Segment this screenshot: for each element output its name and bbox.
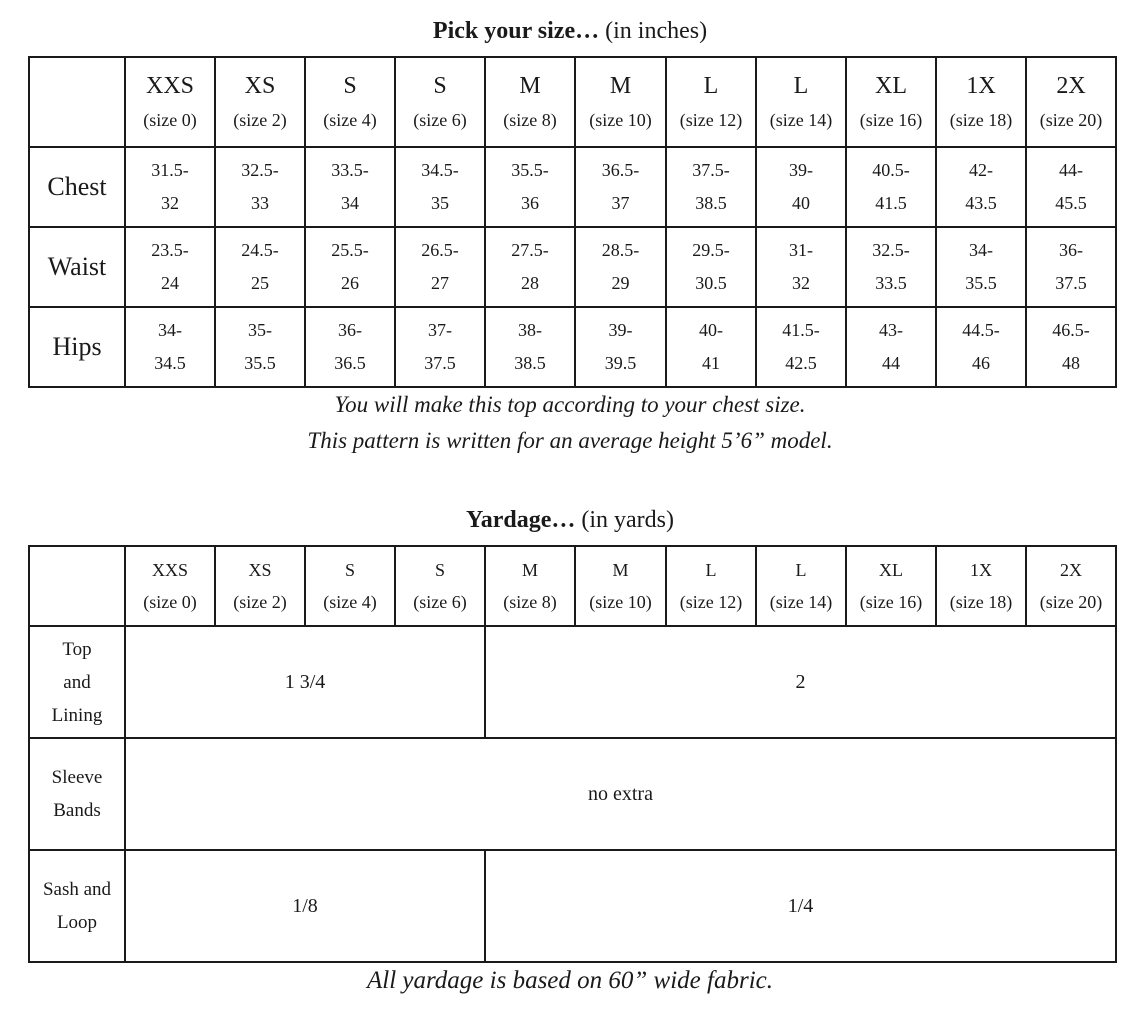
size-number: (size 12) [679, 592, 743, 612]
size-column-header [936, 57, 1026, 147]
yardage-column-header [215, 546, 305, 626]
measurement-cell [666, 147, 756, 227]
measurement-value-line: 28.5- [601, 240, 640, 260]
measurement-cell [936, 307, 1026, 387]
top-lining-small-sizes: 1 3/4 [125, 626, 485, 738]
size-letter: 1X [966, 73, 996, 99]
measurement-cell [485, 227, 575, 307]
measurement-value-line: 40.5- [872, 160, 910, 180]
size-number: (size 14) [769, 592, 833, 612]
measurement-value-line: 29.5- [692, 240, 730, 260]
size-letter: XXS [151, 560, 188, 580]
measurement-value-line: 48 [1062, 353, 1080, 373]
size-column-header [846, 57, 936, 147]
top-lining-large-sizes: 2 [485, 626, 1116, 738]
measurement-value-line: 44- [1059, 160, 1083, 180]
size-column-header [756, 57, 846, 147]
measurement-value-line: 25 [251, 273, 269, 293]
size-column-header [485, 57, 575, 147]
yardage-header-row [29, 546, 1116, 626]
yardage-table [28, 545, 1117, 963]
measurement-value-line: 37 [611, 193, 630, 213]
measurement-value-line: 33.5 [875, 273, 907, 293]
measurement-cell [666, 227, 756, 307]
measurement-cell [846, 307, 936, 387]
size-letter: M [609, 73, 632, 99]
measurement-value-line: 31.5- [151, 160, 189, 180]
measurement-value-line: 44 [882, 353, 900, 373]
top-lining-label-line: Top [62, 638, 92, 660]
sash-loop-row [29, 850, 1116, 962]
size-chart-title-bold: Pick your size… [432, 18, 600, 44]
yardage-column-header [395, 546, 485, 626]
sash-loop-large-sizes: 1/4 [485, 850, 1116, 962]
measurement-value-line: 34- [158, 320, 182, 340]
measurement-value-line: 43.5 [965, 193, 997, 213]
size-letter: XXS [145, 73, 194, 99]
top-lining-row [29, 626, 1116, 738]
measurement-value-line: 34.5- [421, 160, 459, 180]
measurement-cell [1026, 227, 1116, 307]
measurement-cell [756, 227, 846, 307]
size-column-header [215, 57, 305, 147]
size-letter: L [705, 560, 717, 580]
yardage-title-bold: Yardage… [466, 507, 576, 533]
size-number: (size 4) [323, 592, 377, 612]
measurement-cell [305, 227, 395, 307]
top-lining-label-line: and [63, 671, 91, 693]
measurement-cell [125, 307, 215, 387]
sash-loop-label [29, 850, 125, 962]
measurement-value-line: 24 [161, 273, 179, 293]
size-number: (size 8) [503, 110, 557, 130]
size-letter: M [612, 560, 629, 580]
size-number: (size 6) [413, 110, 467, 130]
measurement-label: Waist [29, 227, 125, 307]
measurement-value-line: 35.5 [965, 273, 997, 293]
measurement-value-line: 42- [969, 160, 993, 180]
measurement-value-line: 32 [792, 273, 810, 293]
size-number: (size 20) [1039, 592, 1103, 612]
measurement-value-line: 31- [789, 240, 813, 260]
size-number: (size 20) [1039, 110, 1103, 130]
size-letter: XS [248, 560, 272, 580]
size-chart-table [28, 56, 1117, 388]
yardage-column-header [125, 546, 215, 626]
measurement-cell [215, 307, 305, 387]
measurement-value-line: 32 [161, 193, 179, 213]
measurement-value-line: 36- [338, 320, 362, 340]
size-column-header [125, 57, 215, 147]
measurement-cell [485, 147, 575, 227]
measurement-cell [846, 227, 936, 307]
sash-loop-label-line: Loop [56, 912, 98, 933]
measurement-cell [756, 307, 846, 387]
size-number: (size 2) [233, 110, 287, 130]
size-chart-title-unit: (in inches) [599, 18, 708, 44]
size-column-header [575, 57, 666, 147]
measurement-cell [215, 147, 305, 227]
measurement-value-line: 46.5- [1052, 320, 1090, 340]
yardage-column-header [666, 546, 756, 626]
measurement-value-line: 34- [969, 240, 993, 260]
corner-cell [29, 546, 125, 626]
yardage-column-header [1026, 546, 1116, 626]
size-number: (size 18) [949, 110, 1013, 130]
sleeve-bands-value: no extra [125, 738, 1116, 850]
corner-cell [29, 57, 125, 147]
size-letter: L [703, 73, 719, 99]
size-letter: 2X [1056, 73, 1086, 99]
measurement-value-line: 25.5- [331, 240, 369, 260]
measurement-value-line: 37.5 [1055, 273, 1087, 293]
measurement-cell [125, 147, 215, 227]
measurement-value-line: 27.5- [511, 240, 549, 260]
size-letter: M [521, 560, 538, 580]
measurement-value-line: 38.5 [514, 353, 546, 373]
measurement-value-line: 34.5 [154, 353, 186, 373]
measurement-value-line: 41.5 [875, 193, 907, 213]
measurement-value-line: 35- [248, 320, 272, 340]
measurement-value-line: 35.5 [244, 353, 276, 373]
top-lining-label-line: Lining [51, 704, 103, 726]
measurement-value-line: 42.5 [785, 353, 817, 373]
size-number: (size 4) [323, 110, 377, 130]
size-letter: 2X [1060, 560, 1082, 580]
measurement-value-line: 23.5- [151, 240, 189, 260]
measurement-value-line: 40- [699, 320, 723, 340]
measurement-value-line: 34 [341, 193, 359, 213]
measurement-value-line: 37.5- [692, 160, 730, 180]
measurement-value-line: 33.5- [331, 160, 369, 180]
measurement-cell [666, 307, 756, 387]
size-number: (size 16) [859, 110, 923, 130]
size-number: (size 0) [143, 592, 197, 612]
measurement-value-line: 41.5- [782, 320, 820, 340]
measurement-value-line: 32.5- [872, 240, 910, 260]
measurement-cell [846, 147, 936, 227]
size-letter: S [433, 73, 447, 99]
measurement-value-line: 26 [341, 273, 359, 293]
sleeve-bands-label-line: Sleeve [51, 767, 103, 788]
size-chart-title [0, 16, 1140, 46]
height-note: This pattern is written for an average height 5’6” model. [307, 428, 833, 453]
measurement-value-line: 37- [428, 320, 452, 340]
sash-loop-small-sizes: 1/8 [125, 850, 485, 962]
measurement-cell [575, 307, 666, 387]
size-letter: XL [875, 73, 907, 99]
measurement-cell [215, 227, 305, 307]
yardage-column-header [936, 546, 1026, 626]
measurement-value-line: 36.5- [601, 160, 640, 180]
measurement-cell [1026, 307, 1116, 387]
size-number: (size 14) [769, 110, 833, 130]
yardage-title-unit: (in yards) [575, 507, 674, 533]
size-column-header [395, 57, 485, 147]
measurement-row [29, 227, 1116, 307]
measurement-cell [395, 227, 485, 307]
measurement-value-line: 39.5 [604, 353, 637, 373]
measurement-cell [1026, 147, 1116, 227]
yardage-column-header [756, 546, 846, 626]
measurement-value-line: 44.5- [962, 320, 1000, 340]
size-number: (size 18) [949, 592, 1013, 612]
measurement-cell [395, 307, 485, 387]
yardage-column-header [305, 546, 395, 626]
size-letter: M [519, 73, 541, 99]
size-column-header [305, 57, 395, 147]
size-letter: 1X [970, 560, 992, 580]
size-letter: S [343, 73, 357, 99]
size-number: (size 12) [679, 110, 743, 130]
measurement-value-line: 39- [608, 320, 633, 340]
measurement-value-line: 29 [611, 273, 630, 293]
measurement-value-line: 35.5- [511, 160, 549, 180]
measurement-row [29, 307, 1116, 387]
measurement-cell [485, 307, 575, 387]
measurement-value-line: 24.5- [241, 240, 279, 260]
measurement-cell [395, 147, 485, 227]
measurement-cell [125, 227, 215, 307]
measurement-cell [305, 147, 395, 227]
measurement-value-line: 30.5 [695, 273, 727, 293]
measurement-value-line: 45.5 [1055, 193, 1087, 213]
measurement-cell [575, 227, 666, 307]
measurement-value-line: 36 [521, 193, 539, 213]
size-number: (size 8) [503, 592, 557, 612]
measurement-value-line: 36- [1059, 240, 1083, 260]
measurement-value-line: 41 [702, 353, 720, 373]
size-number: (size 16) [859, 592, 923, 612]
measurement-value-line: 39- [789, 160, 813, 180]
measurement-value-line: 46 [972, 353, 990, 373]
measurement-value-line: 26.5- [421, 240, 459, 260]
yardage-footnote: All yardage is based on 60” wide fabric. [367, 967, 773, 994]
measurement-value-line: 37.5 [424, 353, 456, 373]
yardage-column-header [575, 546, 666, 626]
measurement-value-line: 35 [431, 193, 449, 213]
measurement-value-line: 40 [792, 193, 810, 213]
yardage-column-header [846, 546, 936, 626]
measurement-value-line: 36.5 [334, 353, 366, 373]
measurement-label: Chest [29, 147, 125, 227]
size-number: (size 6) [413, 592, 467, 612]
measurement-value-line: 28 [521, 273, 539, 293]
measurement-value-line: 33 [251, 193, 269, 213]
top-lining-label [29, 626, 125, 738]
size-number: (size 10) [589, 110, 652, 130]
size-letter: S [434, 560, 445, 580]
measurement-value-line: 32.5- [241, 160, 279, 180]
measurement-row [29, 147, 1116, 227]
size-letter: L [795, 560, 807, 580]
measurement-cell [575, 147, 666, 227]
size-letter: S [344, 560, 355, 580]
size-letter: XS [244, 73, 276, 99]
sleeve-bands-label-line: Bands [53, 800, 101, 821]
measurement-cell [936, 147, 1026, 227]
yardage-title [0, 505, 1140, 535]
measurement-value-line: 27 [431, 273, 449, 293]
size-letter: XL [879, 560, 903, 580]
measurement-cell [305, 307, 395, 387]
sleeve-bands-label [29, 738, 125, 850]
measurement-cell [936, 227, 1026, 307]
size-number: (size 2) [233, 592, 287, 612]
size-column-header [666, 57, 756, 147]
chest-size-note: You will make this top according to your chest size. [334, 392, 806, 417]
size-chart-header-row [29, 57, 1116, 147]
measurement-label: Hips [29, 307, 125, 387]
yardage-column-header [485, 546, 575, 626]
measurement-cell [756, 147, 846, 227]
sleeve-bands-row [29, 738, 1116, 850]
size-letter: L [793, 73, 809, 99]
size-column-header [1026, 57, 1116, 147]
measurement-value-line: 43- [879, 320, 903, 340]
sash-loop-label-line: Sash and [42, 879, 112, 900]
size-number: (size 10) [589, 592, 652, 612]
measurement-value-line: 38- [518, 320, 542, 340]
measurement-value-line: 38.5 [695, 193, 727, 213]
size-number: (size 0) [143, 110, 197, 130]
